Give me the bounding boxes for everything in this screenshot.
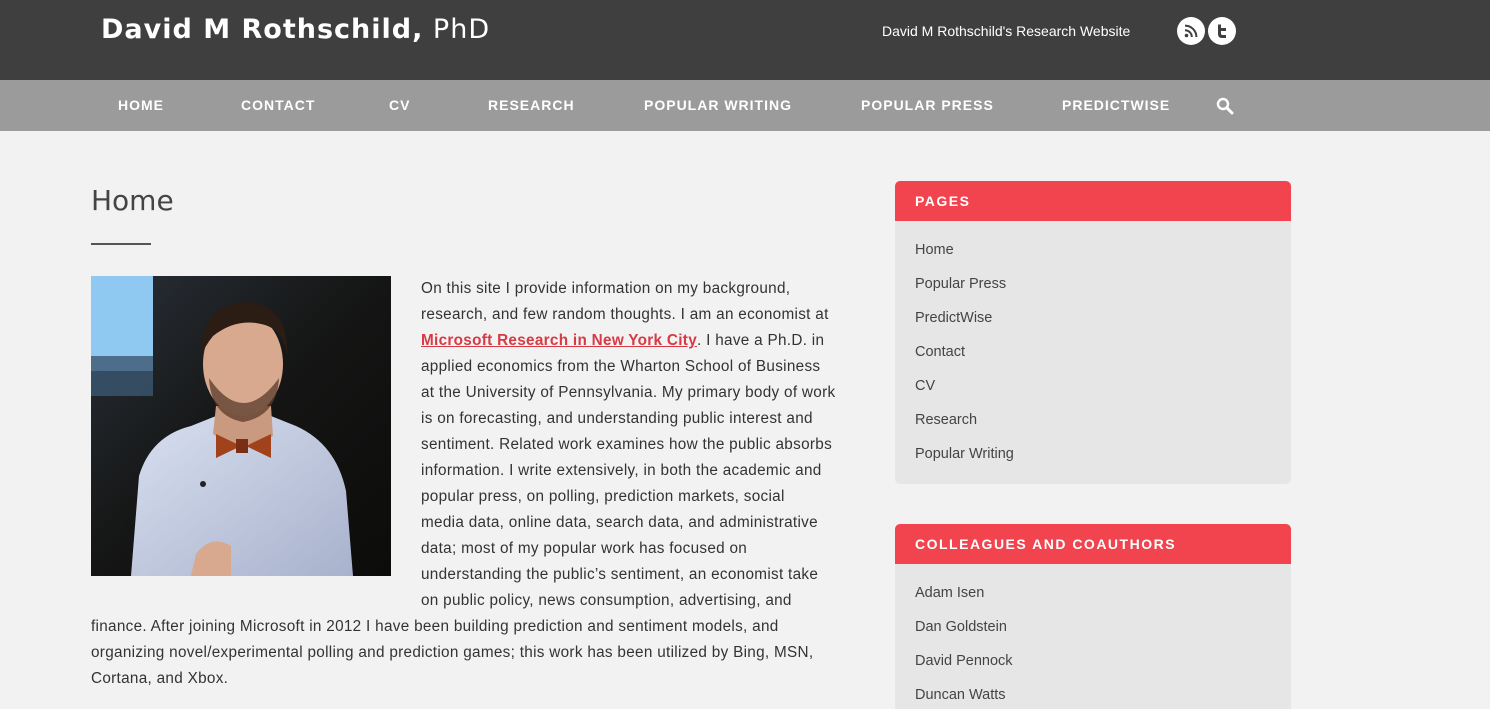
- bio-line: popular press, on polling, prediction markets, social: [421, 488, 785, 505]
- title-divider: [91, 243, 151, 245]
- bio-line: Cortana, and Xbox.: [91, 670, 229, 687]
- twitter-icon: [1214, 23, 1230, 39]
- bio-line: on public policy, news consumption, advertising, and: [421, 592, 792, 609]
- pages-link-predictwise[interactable]: PredictWise: [915, 310, 993, 326]
- site-title-name: David M Rothschild,: [101, 14, 424, 45]
- main-nav: [0, 80, 1490, 131]
- microsoft-research-link[interactable]: Microsoft Research in New York City: [421, 332, 698, 349]
- colleagues-widget: [895, 524, 1291, 709]
- pages-link-home[interactable]: Home: [915, 242, 954, 258]
- bio-line: information. I write extensively, in both the academic and: [421, 462, 822, 479]
- bio-line: at the University of Pennsylvania. My primary body of work: [421, 384, 836, 401]
- bio-line: media data, online data, search data, and administrative: [421, 514, 818, 531]
- site-header: [0, 0, 1490, 80]
- nav-predictwise[interactable]: PREDICTWISE: [1062, 97, 1171, 113]
- colleague-link[interactable]: Duncan Watts: [915, 687, 1006, 703]
- bio-line: applied economics from the Wharton School of Business: [421, 358, 821, 375]
- colleague-link[interactable]: Adam Isen: [915, 585, 985, 601]
- pages-link-research[interactable]: Research: [915, 412, 978, 428]
- pages-widget-heading: PAGES: [895, 181, 1291, 221]
- site-tagline: David M Rothschild's Research Website: [882, 23, 1131, 39]
- pages-widget: [895, 181, 1291, 484]
- search-icon[interactable]: [1216, 97, 1234, 115]
- nav-popular-writing[interactable]: POPULAR WRITING: [644, 97, 792, 113]
- nav-cv[interactable]: CV: [389, 97, 411, 113]
- bio-line: research, and few random thoughts. I am an economist at: [421, 306, 829, 323]
- pages-link-cv[interactable]: CV: [915, 378, 936, 394]
- site-title-suffix: PhD: [423, 14, 491, 45]
- bio-line: data; most of my popular work has focused on: [421, 540, 748, 557]
- nav-popular-press[interactable]: POPULAR PRESS: [861, 97, 994, 113]
- page-title: Home: [91, 184, 174, 217]
- bio-line: sentiment. Related work examines how the public absorbs: [421, 436, 833, 453]
- rss-button[interactable]: [1177, 17, 1205, 45]
- bio-line-with-link: [421, 332, 824, 350]
- site-title[interactable]: [101, 14, 490, 45]
- twitter-button[interactable]: [1208, 17, 1236, 45]
- nav-home[interactable]: HOME: [118, 97, 164, 113]
- pages-link-popular-press[interactable]: Popular Press: [915, 276, 1007, 292]
- nav-research[interactable]: RESEARCH: [488, 97, 575, 113]
- pages-link-popular-writing[interactable]: Popular Writing: [915, 446, 1014, 462]
- bio-line: organizing novel/experimental polling and prediction games; this work has been utilized by Bing, MSN,: [91, 644, 814, 661]
- nav-contact[interactable]: CONTACT: [241, 97, 316, 113]
- bio-line: is on forecasting, and understanding public interest and: [421, 410, 813, 427]
- profile-photo: [91, 276, 391, 576]
- bio-line: finance. After joining Microsoft in 2012 I have been building prediction and sentiment models, and: [91, 618, 779, 635]
- bio-line-tail: . I have a Ph.D. in: [697, 332, 825, 349]
- rss-icon: [1183, 23, 1199, 39]
- colleague-link[interactable]: Dan Goldstein: [915, 619, 1007, 635]
- bio-line: On this site I provide information on my background,: [421, 280, 791, 297]
- bio-line: understanding the public’s sentiment, an economist take: [421, 566, 819, 583]
- pages-link-contact[interactable]: Contact: [915, 344, 965, 360]
- colleagues-widget-heading: COLLEAGUES AND COAUTHORS: [895, 524, 1291, 564]
- colleague-link[interactable]: David Pennock: [915, 653, 1013, 669]
